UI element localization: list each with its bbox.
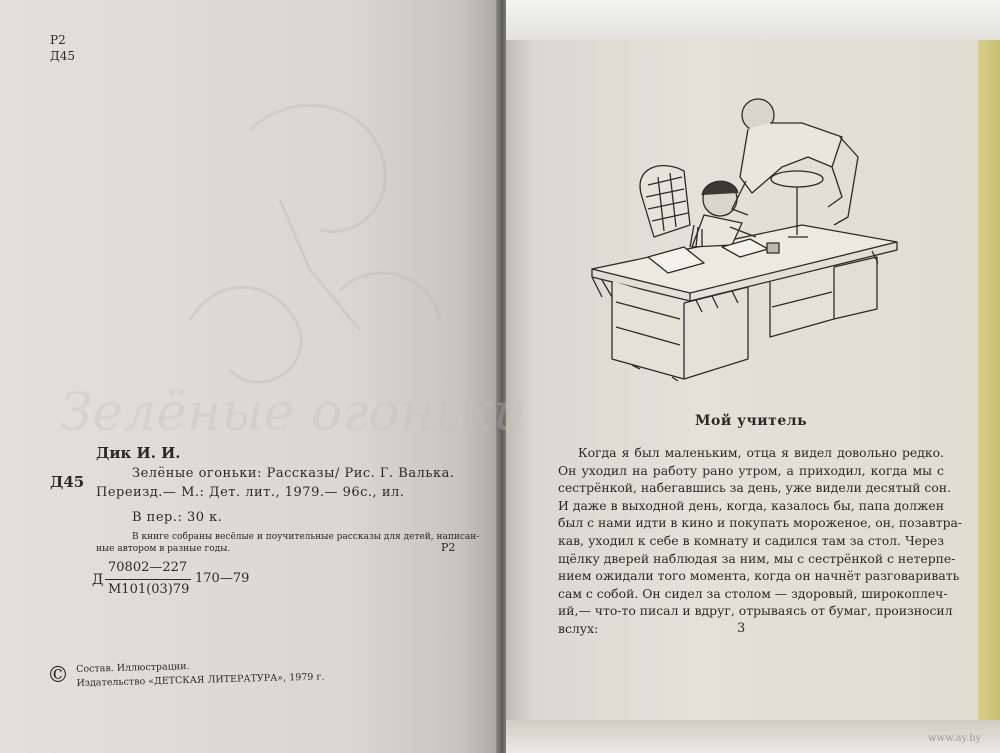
annotation-line: ные автором в разные годы.: [96, 544, 231, 554]
paragraph-line: сам с собой. Он сидел за столом — здоровый, широкоплеч-: [558, 585, 948, 601]
author-name: Дик И. И.: [96, 444, 181, 462]
page-number: 3: [737, 621, 746, 636]
paragraph-line: И даже в выходной день, когда, казалось бы, папа должен: [558, 497, 944, 513]
classification-code: Р2: [50, 33, 66, 47]
watermark: www.ay.by: [928, 733, 982, 744]
background-top: [506, 0, 1000, 40]
copyright-line: Состав. Иллюстрации.: [76, 661, 190, 675]
classification-codes: [50, 32, 75, 64]
cover-edge: [978, 40, 1000, 720]
chapter-title: Мой учитель: [695, 413, 808, 429]
copyright-line: Издательство «ДЕТСКАЯ ЛИТЕРАТУРА», 1979 г.: [76, 671, 325, 689]
paragraph-line: сестрёнкой, набегавшись за день, уже видели десятый сон.: [558, 480, 952, 496]
price: В пер.: 30 к.: [132, 510, 223, 525]
bibliographic-line: Зелёные огоньки: Рассказы/ Рис. Г. Валька.: [132, 466, 455, 481]
author-index: Д45: [50, 473, 85, 491]
index-letter: Д: [92, 572, 104, 588]
classification-code: Д45: [50, 49, 76, 63]
paragraph-line: Когда я был маленьким, отца я видел довольно редко.: [578, 445, 944, 460]
paragraph-line: кав, уходил к себе в комнату и садился там за стол. Через: [558, 532, 944, 548]
index-numerator: 70802—227: [108, 560, 188, 575]
index-suffix: 170—79: [195, 571, 250, 586]
background-bottom: [506, 720, 1000, 753]
index-denominator: М101(03)79: [108, 582, 190, 597]
bibliographic-line: Переизд.— М.: Дет. лит., 1979.— 96с., ил.: [96, 485, 405, 500]
annotation-line: В книге собраны весёлые и поучительные рассказы для детей, написан-: [132, 532, 480, 542]
bbk-code: Р2: [441, 541, 456, 554]
copyright-symbol: ©: [47, 663, 69, 688]
index-fraction-bar: [105, 579, 191, 580]
paragraph-line: нием ожидали того момента, когда он начнёт разговаривать: [558, 568, 960, 584]
paragraph-line: вслух:: [558, 620, 599, 636]
paragraph-line: щёлку дверей наблюдая за ним, мы с сестрёнкой с нетерпе-: [558, 550, 956, 566]
svg-text:Зелёные огоньки: Зелёные огоньки: [60, 383, 527, 443]
paragraph-line: Он уходил на работу рано утром, а приходил, когда мы с: [558, 462, 944, 478]
show-through-image: [60, 70, 527, 450]
desk-scene-illustration: [572, 97, 908, 395]
paragraph-line: был с нами идти в кино и покупать мороженое, он, позавтра-: [558, 515, 963, 531]
chapter-paragraph: [558, 444, 963, 638]
paragraph-line: ий,— что-то писал и вдруг, отрываясь от бумаг, произносил: [558, 603, 953, 619]
